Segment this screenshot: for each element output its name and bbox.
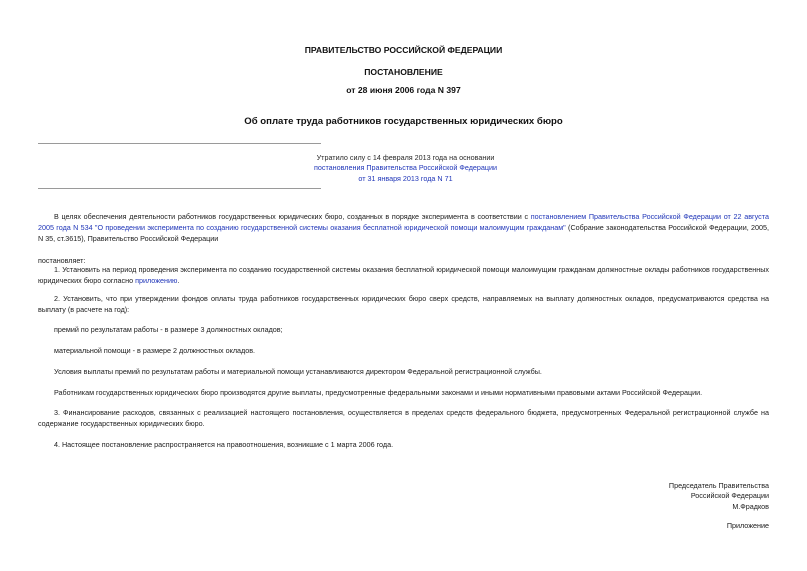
point-2: 2. Установить, что при утверждении фондов оплаты труда работников государственных юридических бюро сверх средств, направляемых на выплату должностных окладов, предусматриваются средства на выплату (в расчете на год): [38, 294, 769, 314]
date-number-heading: от 28 июня 2006 года N 397 [346, 85, 461, 95]
preamble-decree-link[interactable]: постановлением Правительства Российской Федерации от 22 августа 2005 года N 534 "О проведении эксперимента по созданию государственной системы оказания бесплатной юридической помощи малоимущим гражданам" [38, 212, 769, 232]
document-title: Об оплате труда работников государственных юридических бюро [244, 116, 563, 127]
status-note-link-date[interactable]: от 31 января 2013 года N 71 [358, 173, 453, 183]
divider-bottom [38, 188, 321, 189]
point-3: 3. Финансирование расходов, связанных с реализацией настоящего постановления, осуществляется в пределах средств федерального бюджета, предусмотренных Федеральной регистрационной службе на содержание государственных юридических бюро. [38, 408, 769, 428]
appendix-link[interactable]: приложению [135, 275, 178, 285]
decree-word: постановляет: [38, 256, 86, 265]
signature-country: Российской Федерации [690, 491, 769, 501]
document-type-heading: ПОСТАНОВЛЕНИЕ [364, 67, 443, 77]
signature-position: Председатель Правительства [668, 481, 769, 490]
signature-name: М.Фрадков [732, 501, 769, 511]
government-heading: ПРАВИТЕЛЬСТВО РОССИЙСКОЙ ФЕДЕРАЦИИ [304, 45, 503, 55]
signature-block [549, 481, 769, 512]
point-4: 4. Настоящее постановление распространяется на правоотношения, возникшие с 1 марта 2006 года. [54, 440, 394, 449]
point-1-end: . [177, 275, 180, 285]
point-1 [38, 265, 769, 287]
status-note [220, 153, 591, 184]
status-note-link-decree[interactable]: постановления Правительства Российской Федерации [313, 163, 498, 173]
point-2-conditions: Условия выплаты премий по результатам работы и материальной помощи устанавливаются директором Федеральной регистрационной службы. [54, 367, 542, 376]
point-2-other-payments: Работникам государственных юридических бюро производятся другие выплаты, предусмотренные федеральными законами и иными нормативными правовыми актами Российской Федерации. [54, 388, 703, 397]
point-2-bonus: премий по результатам работы - в размере 3 должностных окладов; [54, 325, 283, 334]
status-note-line: Утратило силу с 14 февраля 2013 года на основании [316, 153, 495, 162]
appendix-label: Приложение [726, 521, 769, 530]
divider-top [38, 143, 321, 144]
point-2-material-aid: материальной помощи - в размере 2 должностных окладов. [54, 346, 256, 355]
preamble-text: В целях обеспечения деятельности работников государственных юридических бюро, созданных в порядке эксперимента в соответствии с [54, 212, 531, 221]
preamble-paragraph [38, 212, 769, 244]
point-1-text: 1. Установить на период проведения эксперимента по созданию государственной системы оказания бесплатной юридической помощи малоимущим гражданам должностные оклады работников государственных юридических бюро согласно [38, 265, 769, 285]
preamble-text-end: (Собрание законодательства Российской Федерации, 2005, N 35, ст.3615), Правительство Российской Федерации [38, 222, 770, 243]
